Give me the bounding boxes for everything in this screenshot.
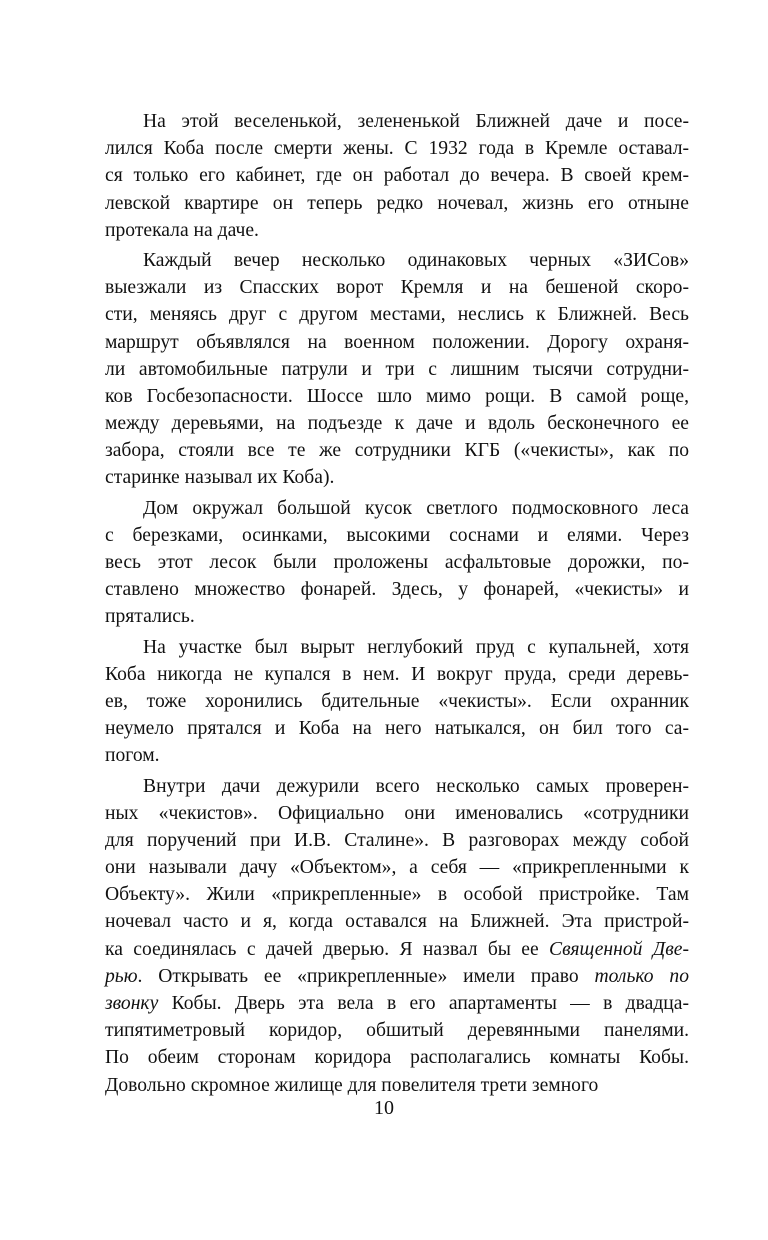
paragraph [105, 108, 689, 244]
text-line [105, 773, 689, 800]
text-run: старинке называл их Коба). [105, 467, 335, 489]
page-number: 10 [374, 1097, 394, 1119]
paragraph [105, 495, 689, 631]
text-run: Коба никогда не купался в нем. И вокруг пруда, среди деревь- [105, 663, 689, 685]
text-run: неумело прятался и Коба на него натыкался, он бил того са- [105, 718, 689, 740]
text-run: забора, стояли все те же сотрудники КГБ («чекисты», как по [105, 440, 689, 462]
text-line [105, 329, 689, 356]
text-line [105, 1072, 689, 1099]
paragraph [105, 773, 689, 1099]
text-line [105, 464, 689, 491]
text-run: ставлено множество фонарей. Здесь, у фонарей, «чекисты» и [105, 579, 689, 601]
text-line [105, 108, 689, 135]
text-line [105, 990, 689, 1017]
text-run: типятиметровый коридор, обшитый деревянными панелями. [105, 1020, 689, 1042]
text-run: Внутри дачи дежурили всего несколько самых проверен- [143, 775, 689, 797]
text-line [105, 301, 689, 328]
italic-run: звонку [105, 993, 159, 1014]
text-line [105, 603, 689, 630]
text-run: для поручений при И.В. Сталине». В разговорах между собой [105, 829, 689, 851]
text-line [105, 549, 689, 576]
text-line [105, 247, 689, 274]
text-line [105, 854, 689, 881]
italic-run: Священной Две- [549, 938, 689, 960]
text-run: протекала на даче. [105, 219, 259, 241]
text-line [105, 936, 689, 963]
text-line [105, 217, 689, 244]
text-line [105, 688, 689, 715]
text-run: весь этот лесок были проложены асфальтовые дорожки, по- [105, 552, 689, 573]
text-line [105, 634, 689, 661]
text-run: левской квартире он теперь редко ночевал, жизнь его отныне [105, 192, 689, 214]
text-line [105, 963, 689, 990]
paragraph [105, 247, 689, 492]
text-line [105, 190, 689, 217]
text-run: Каждый вечер несколько одинаковых черных «ЗИСов» [143, 249, 689, 271]
text-run: По обеим сторонам коридора располагались комнаты Кобы. [105, 1047, 689, 1069]
text-line [105, 410, 689, 437]
paragraph [105, 634, 689, 770]
text-line [105, 162, 689, 189]
text-run: ков Госбезопасности. Шоссе шло мимо рощи. В самой роще, [105, 385, 689, 407]
italic-run: только по [594, 965, 689, 987]
text-run: Объекту». Жили «прикрепленные» в особой пристройке. Там [105, 884, 689, 906]
text-line [105, 1017, 689, 1044]
italic-run: рью [105, 965, 138, 987]
text-run: между деревьями, на подъезде к даче и вдоль бесконечного ее [105, 413, 689, 435]
text-run: ка соединялась с дачей дверью. Я назвал бы ее [105, 938, 550, 960]
text-run: Довольно скромное жилище для повелителя трети земного [105, 1074, 599, 1096]
text-run: с березками, осинками, высокими соснами и елями. Через [105, 524, 689, 546]
text-line [105, 495, 689, 522]
text-line [105, 908, 689, 935]
text-run: маршрут объявлялся на военном положении. Дорогу охраня- [105, 331, 689, 353]
text-run: Дом окружал большой кусок светлого подмосковного леса [143, 497, 689, 519]
text-run: Кобы. Дверь эта вела в его апартаменты — в двадца- [158, 993, 689, 1014]
text-line [105, 576, 689, 603]
text-line [105, 661, 689, 688]
text-line [105, 274, 689, 301]
text-line [105, 522, 689, 549]
text-line [105, 827, 689, 854]
text-run: ся только его кабинет, где он работал до вечера. В своей крем- [105, 165, 689, 187]
text-run: На участке был вырыт неглубокий пруд с купальней, хотя [143, 636, 689, 658]
text-run: прятались. [105, 606, 195, 628]
text-run: На этой веселенькой, зелененькой Ближней даче и посе- [143, 111, 689, 132]
text-line [105, 742, 689, 769]
text-run: они называли дачу «Объектом», а себя — «прикрепленными к [105, 857, 689, 879]
text-line [105, 1044, 689, 1071]
text-run: ев, тоже хоронились бдительные «чекисты». Если охранник [105, 690, 689, 712]
text-run: лился Коба после смерти жены. С 1932 года в Кремле оставал- [105, 138, 689, 160]
body-text [105, 108, 689, 1099]
text-line [105, 715, 689, 742]
text-run: . Открывать ее «прикрепленные» имели право [137, 965, 595, 987]
text-run: ли автомобильные патрули и три с лишним тысячи сотрудни- [105, 358, 689, 380]
text-run: ночевал часто и я, когда оставался на Ближней. Эта пристрой- [105, 911, 689, 933]
text-line [105, 356, 689, 383]
text-line [105, 383, 689, 410]
text-run: сти, меняясь друг с другом местами, неслись к Ближней. Весь [105, 304, 689, 326]
text-run: ных «чекистов». Официально они именовались «сотрудники [105, 802, 689, 824]
text-line [105, 437, 689, 464]
text-run: выезжали из Спасских ворот Кремля и на бешеной скоро- [105, 277, 689, 299]
text-line [105, 881, 689, 908]
text-line [105, 800, 689, 827]
text-line [105, 135, 689, 162]
text-run: погом. [105, 745, 160, 767]
